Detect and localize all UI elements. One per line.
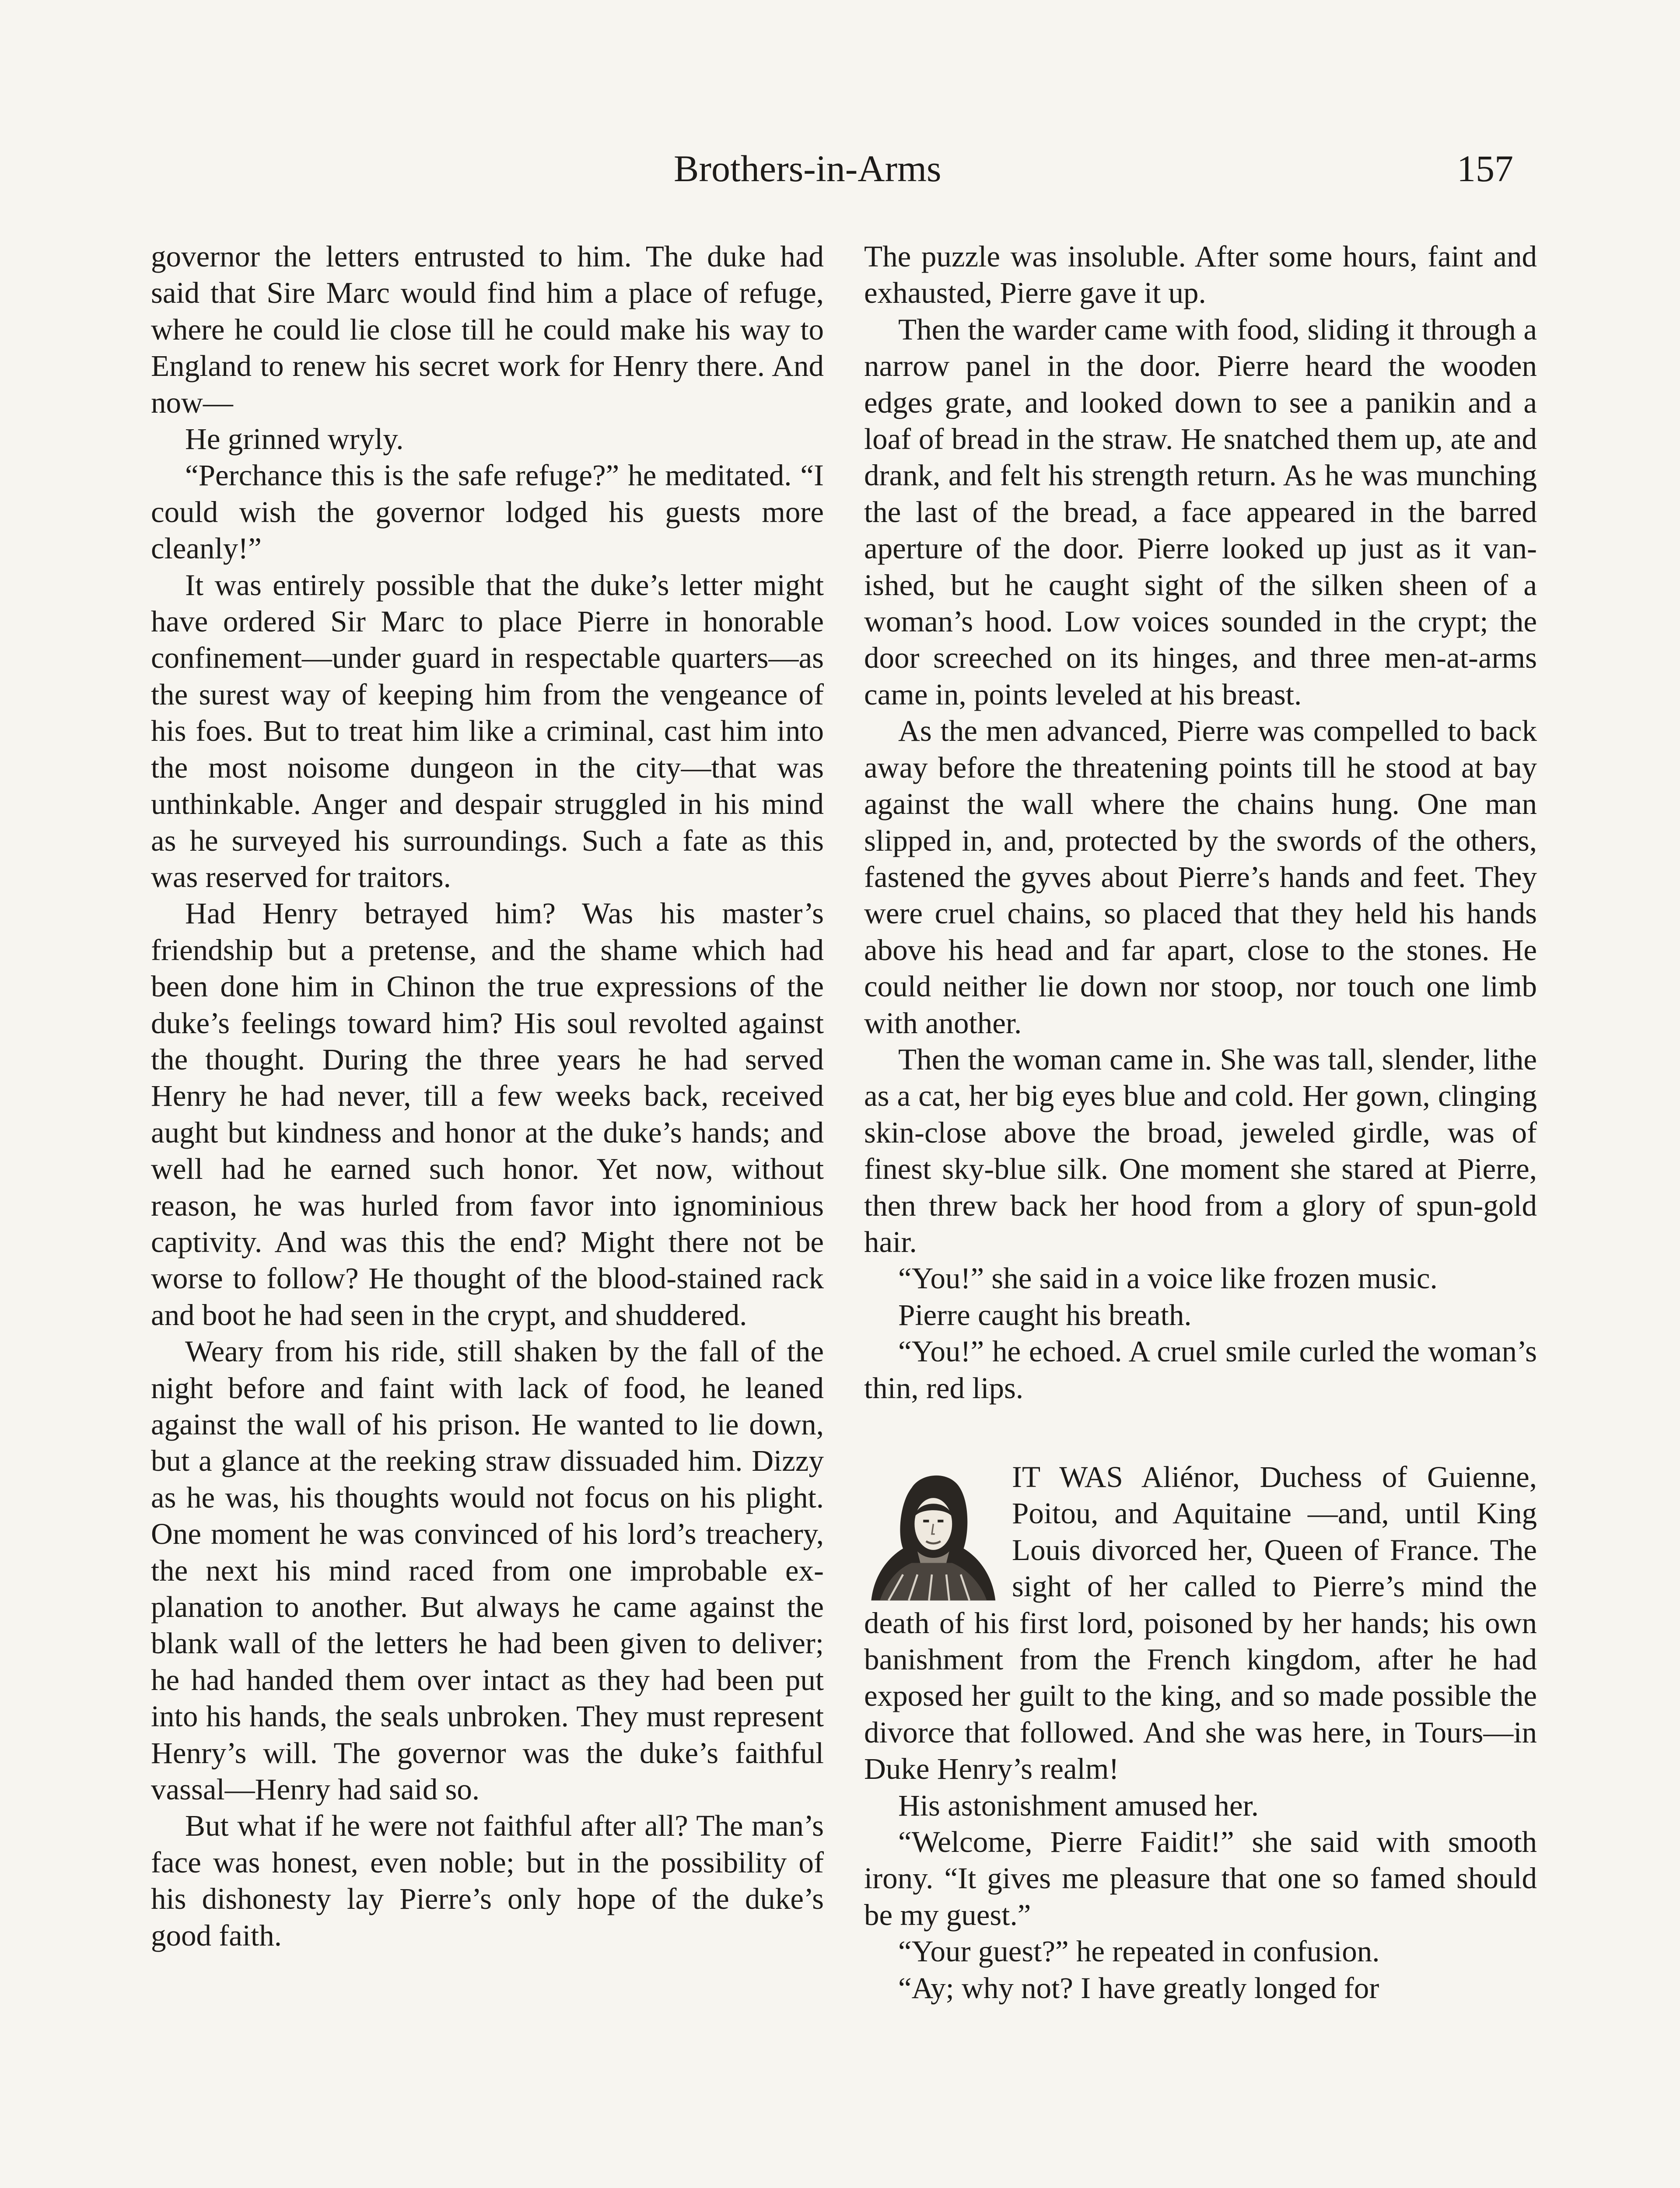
paragraph: governor the letters entrusted to him. The duke had said that Sire Marc would find him a place of refuge, where he could lie close till he could make his way to England to renew his secret work for Henry there. And now—	[151, 240, 824, 419]
page-number: 157	[1457, 147, 1513, 189]
page-header	[0, 144, 1680, 197]
paragraph: “Ay; why not? I have greatly longed for	[898, 1971, 1379, 2005]
paragraph: Pierre caught his breath.	[898, 1298, 1192, 1332]
section-lead-paragraph: IT WAS Aliénor, Duchess of Guienne, Poitou, and Aquitaine —and, until King Louis divorced her, Queen of France. The sight of her called to Pierre’s mind the death of his first lord, poisoned by her hands; his own banishment from the French kingdom, after he had exposed her guilt to the king, and so made possible the divorce that followed. And she was here, in Tours—in Duke Henry’s realm!	[864, 1460, 1537, 1786]
paragraph: It was entirely possible that the duke’s letter might have ordered Sir Marc to place Pierre in honorable confinement—under guard in respectable quarters—as the surest way of keeping him from the vengeance of his foes. But to treat him like a criminal, cast him into the most noisome dungeon in the city—that was unthinkable. Anger and despair struggled in his mind as he surveyed his surroundings. Such a fate as this was reserved for traitors.	[151, 568, 824, 894]
paragraph: “Welcome, Pierre Faidit!” she said with smooth irony. “It gives me pleasure that one so famed should be my guest.”	[864, 1825, 1537, 1932]
running-title: Brothers-in-Arms	[674, 147, 942, 189]
paragraph: His astonishment amused her.	[898, 1788, 1259, 1822]
paragraph: As the men advanced, Pierre was compelled to back away before the threatening points till he stood at bay against the wall where the chains hung. One man slipped in, and, protected by the swords of the others, fastened the gyves about Pierre’s hands and feet. They were cruel chains, so placed that they held his hands above his head and far apart, close to the stones. He could neither lie down nor stoop, nor touch one limb with another.	[864, 714, 1537, 1040]
section-block	[864, 1459, 1537, 2006]
right-column	[864, 238, 1537, 2006]
paragraph: Then the warder came with food, sliding it through a narrow panel in the door. Pierre heard the wooden edges grate, and looked down to see a panikin and a loaf of bread in the straw. He snatched them up, ate and drank, and felt his strength return. As he was munching the last of the bread, a face appeared in the barred aperture of the door. Pierre looked up just as it vanished, but he caught sight of the silken sheen of a woman’s hood. Low voices sounded in the crypt; the door screeched on its hinges, and three men-at-arms came in, points leveled at his breast.	[864, 312, 1537, 711]
portrait-illustration	[860, 1459, 1004, 1603]
paragraph: But what if he were not faithful after all? The man’s face was honest, even noble; but in the possibility of his dishonesty lay Pierre’s only hope of the duke’s good faith.	[151, 1809, 824, 1952]
paragraph: The puzzle was insoluble. After some hours, faint and exhausted, Pierre gave it up.	[864, 240, 1537, 310]
paragraph: “Your guest?” he repeated in confusion.	[898, 1935, 1380, 1968]
left-column	[151, 238, 824, 1954]
paragraph: Then the woman came in. She was tall, slender, lithe as a cat, her big eyes blue and cold. Her gown, clinging skin-close above the broad, jeweled girdle, was of finest sky-blue silk. One moment she stared at Pierre, then threw back her hood from a glory of spun-gold hair.	[864, 1042, 1537, 1259]
paragraph: Weary from his ride, still shaken by the fall of the night before and faint with lack of food, he leaned against the wall of his prison. He wanted to lie down, but a glance at the reeking straw dissuaded him. Dizzy as he was, his thoughts would not focus on his plight. One moment he was convinced of his lord’s treachery, the next his mind raced from one improbable explanation to another. But always he came against the blank wall of the letters he had been given to deliver; he had handed them over intact as they had been put into his hands, the seals unbroken. They must represent Henry’s will. The governor was the duke’s faithful vassal—Henry had said so.	[151, 1335, 824, 1806]
paragraph: He grinned wryly.	[185, 422, 404, 456]
paragraph: “You!” he echoed. A cruel smile curled the woman’s thin, red lips.	[864, 1335, 1537, 1405]
paragraph: Had Henry betrayed him? Was his master’s friendship but a pretense, and the shame which had been done him in Chinon the true expressions of the duke’s feelings toward him? His soul revolted against the thought. During the three years he had served Henry he had never, till a few weeks back, received aught but kindness and honor at the duke’s hands; and well had he earned such honor. Yet now, without reason, he was hurled from favor into ignominious captivity. And was this the end? Might there not be worse to follow? He thought of the blood-stained rack and boot he had seen in the crypt, and shuddered.	[151, 897, 824, 1332]
paragraph: “You!” she said in a voice like frozen music.	[898, 1262, 1438, 1295]
paragraph: “Perchance this is the safe refuge?” he meditated. “I could wish the governor lodged his guests more cleanly!”	[151, 459, 824, 565]
